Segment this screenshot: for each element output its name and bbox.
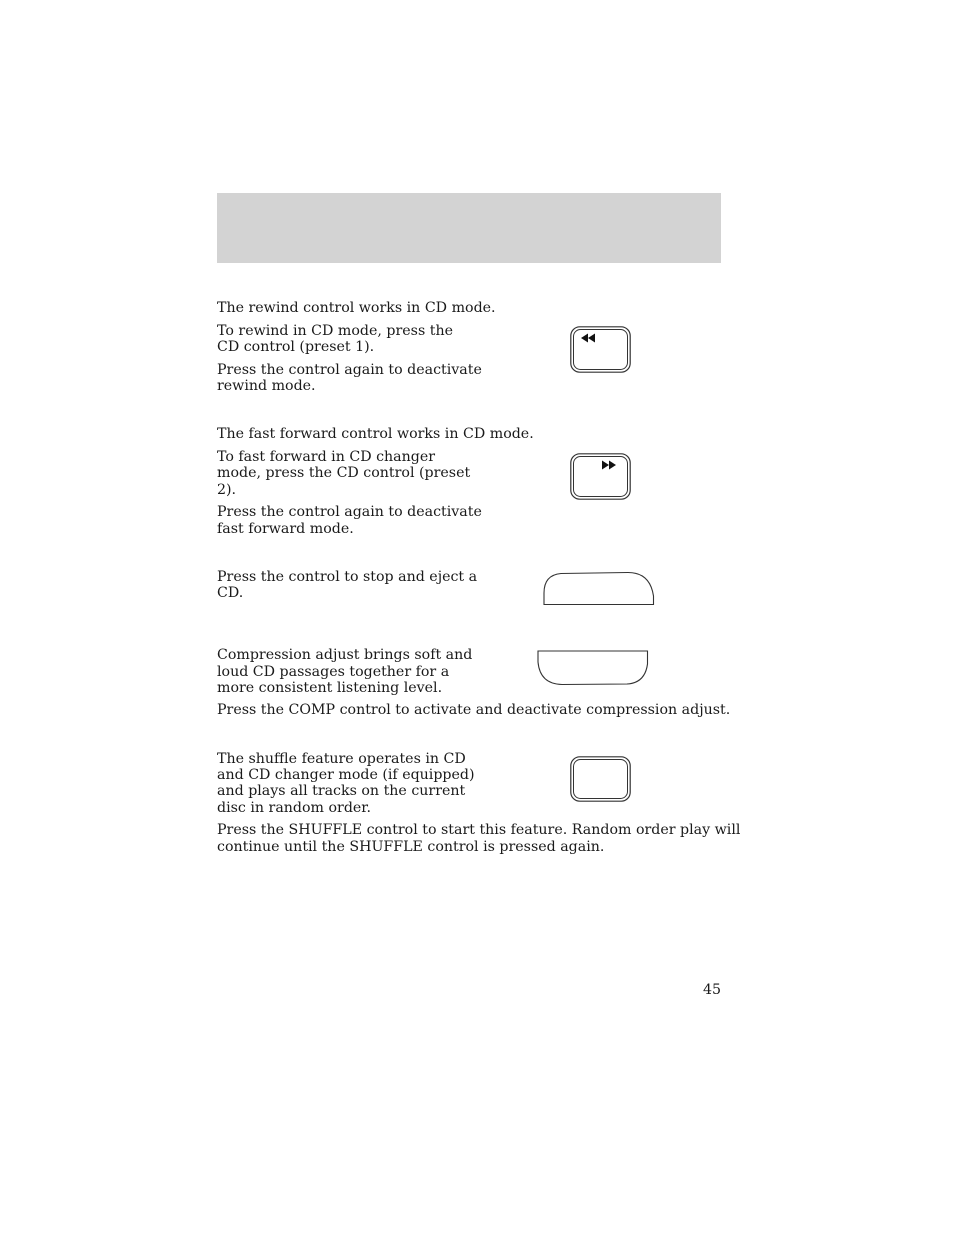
fast-forward-icon — [602, 461, 616, 470]
rewind-control-button — [570, 326, 631, 373]
fast-forward-instruction-line-2: mode, press the CD control (preset — [217, 465, 471, 481]
shuffle-instruction-line-1: Press the SHUFFLE control to start this feature. Random order play will — [217, 822, 741, 838]
eject-description-line-1: Press the control to stop and eject a — [217, 569, 478, 585]
shuffle-description-line-3: and plays all tracks on the current — [217, 783, 466, 799]
rewind-intro: The rewind control works in CD mode. — [217, 300, 496, 316]
eject-control-button — [543, 571, 655, 606]
compression-description-line-3: more consistent listening level. — [217, 680, 443, 696]
shuffle-description-line-1: The shuffle feature operates in CD — [217, 751, 466, 767]
section-header-band — [217, 193, 721, 263]
fast-forward-intro: The fast forward control works in CD mode. — [217, 426, 534, 442]
eject-description-line-2: CD. — [217, 585, 244, 601]
fast-forward-instruction-line-1: To fast forward in CD changer — [217, 449, 436, 465]
rewind-icon — [581, 334, 595, 343]
fast-forward-deactivate-line-2: fast forward mode. — [217, 521, 354, 537]
comp-control-button — [537, 650, 649, 686]
rewind-instruction-line-2: CD control (preset 1). — [217, 339, 375, 355]
rewind-deactivate-line-1: Press the control again to deactivate — [217, 362, 482, 378]
shuffle-description-line-4: disc in random order. — [217, 800, 372, 816]
fast-forward-instruction-line-3: 2). — [217, 482, 237, 498]
page-number: 45 — [702, 982, 721, 998]
compression-description-line-2: loud CD passages together for a — [217, 664, 450, 680]
shuffle-instruction-line-2: continue until the SHUFFLE control is pressed again. — [217, 839, 605, 855]
rewind-deactivate-line-2: rewind mode. — [217, 378, 316, 394]
fast-forward-deactivate-line-1: Press the control again to deactivate — [217, 504, 482, 520]
fast-forward-control-button — [570, 453, 631, 500]
rewind-instruction-line-1: To rewind in CD mode, press the — [217, 323, 453, 339]
shuffle-description-line-2: and CD changer mode (if equipped) — [217, 767, 475, 783]
shuffle-control-button — [570, 756, 631, 802]
compression-instruction: Press the COMP control to activate and deactivate compression adjust. — [217, 702, 731, 718]
compression-description-line-1: Compression adjust brings soft and — [217, 647, 473, 663]
